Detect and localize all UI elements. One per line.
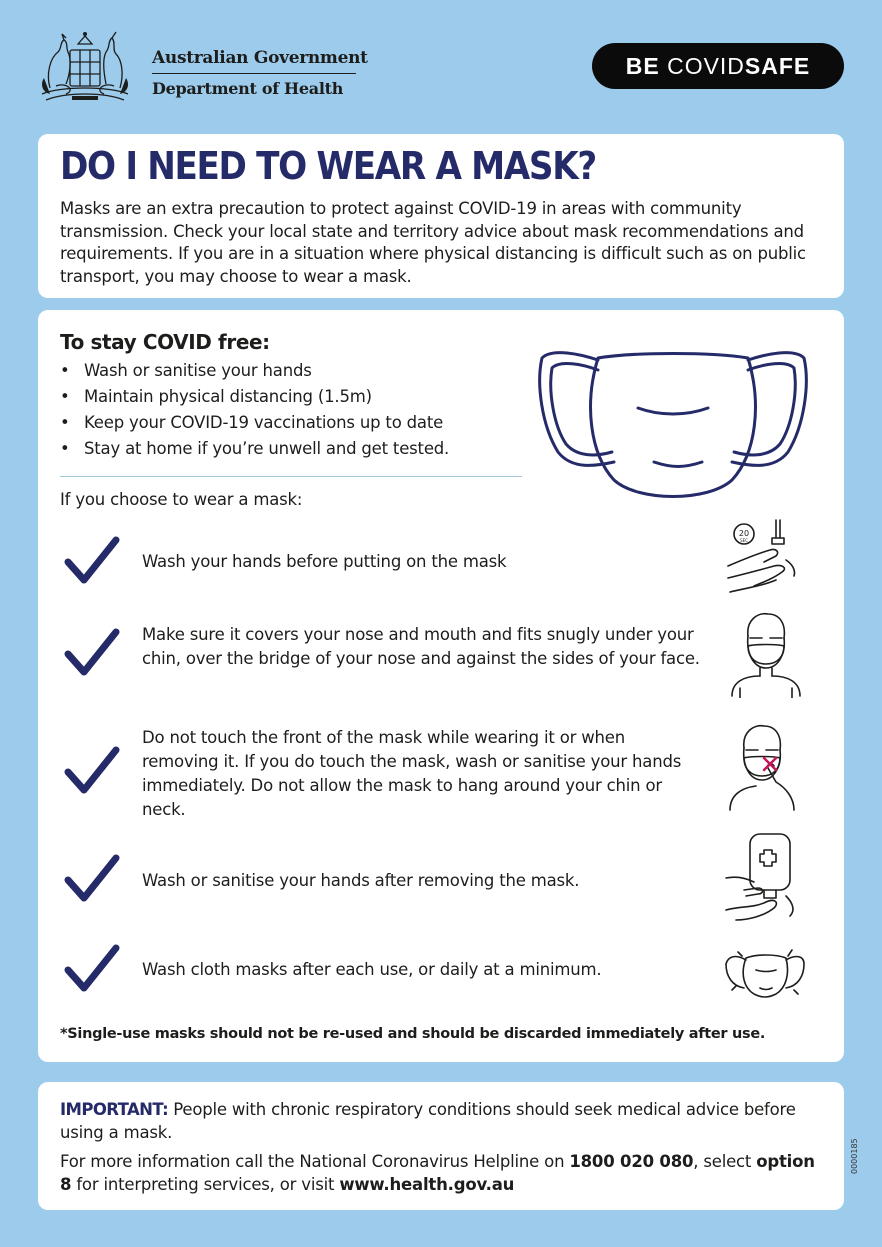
interpreter-option: option 8	[60, 1152, 815, 1194]
guidance-card	[38, 310, 844, 1062]
person-wearing-mask-icon	[724, 608, 806, 698]
intro-card	[38, 134, 844, 298]
stay-covid-free-heading: To stay COVID free:	[60, 330, 270, 354]
check-icon	[64, 628, 120, 678]
timer-label: 20	[738, 529, 750, 538]
check-icon	[64, 746, 120, 796]
choose-mask-heading: If you choose to wear a mask:	[60, 490, 303, 509]
stay-covid-free-list	[60, 358, 449, 462]
campaign-be: BE	[625, 52, 660, 79]
single-use-footnote: *Single-use masks should not be re-used and should be discarded immediately after use.	[60, 1026, 766, 1042]
check-icon	[64, 536, 120, 586]
page-title: DO I NEED TO WEAR A MASK?	[60, 144, 596, 188]
do-not-touch-mask-icon	[724, 722, 806, 812]
header	[0, 0, 882, 120]
hand-sanitiser-icon	[724, 832, 806, 922]
step-text: Wash cloth masks after each use, or daily at a minimum.	[142, 960, 602, 979]
health-website-link[interactable]: www.health.gov.au	[339, 1175, 515, 1194]
timer-unit: SEC	[740, 538, 748, 543]
face-mask-icon	[536, 334, 808, 502]
document-code: 0000185	[850, 1138, 859, 1174]
covidsafe-badge	[592, 43, 844, 89]
step-text: Wash your hands before putting on the mask	[142, 552, 507, 571]
more-information: For more information call the National Coronavirus Helpline on 1800 020 080, select option 8 for interpreting services, or visit www.health.gov.au	[60, 1152, 815, 1194]
list-item: • Maintain physical distancing (1.5m)	[60, 387, 372, 406]
campaign-safe: SAFE	[744, 52, 811, 79]
important-card	[38, 1082, 844, 1210]
step-text: Wash or sanitise your hands after removing the mask.	[142, 871, 580, 890]
important-label: IMPORTANT:	[60, 1100, 169, 1119]
intro-text: Masks are an extra precaution to protect against COVID-19 in areas with community transmission. Check your local state and territory advice about mask recommendations and requirements. If you are in a situation where physical distancing is difficult such as on public transport, you may choose to wear a mask.	[60, 199, 806, 286]
list-item: • Keep your COVID-19 vaccinations up to date	[60, 413, 444, 432]
important-notice	[60, 1098, 830, 1144]
step-text: Do not touch the front of the mask while wearing it or when removing it. If you do touch the mask, wash or sanitise your hands immediately. Do not allow the mask to hang around your chin or neck.	[142, 728, 682, 819]
hand-washing-icon	[724, 516, 806, 606]
divider	[60, 476, 522, 477]
government-name: Australian Government	[152, 46, 356, 74]
step-text: Make sure it covers your nose and mouth and fits snugly under your chin, over the bridge of your nose and against the sides of your face.	[142, 625, 700, 668]
campaign-covid: COVID	[667, 52, 745, 79]
check-icon	[64, 854, 120, 904]
check-icon	[64, 944, 120, 994]
government-wordmark	[152, 46, 368, 102]
helpline-phone[interactable]: 1800 020 080	[569, 1152, 694, 1171]
coat-of-arms-icon	[36, 28, 134, 108]
list-item: • Wash or sanitise your hands	[60, 361, 312, 380]
important-text: People with chronic respiratory conditions should seek medical advice before using a mask.	[60, 1100, 796, 1142]
department-name: Department of Health	[152, 79, 344, 98]
list-item: • Stay at home if you’re unwell and get tested.	[60, 439, 450, 458]
cloth-mask-icon	[724, 930, 806, 1020]
